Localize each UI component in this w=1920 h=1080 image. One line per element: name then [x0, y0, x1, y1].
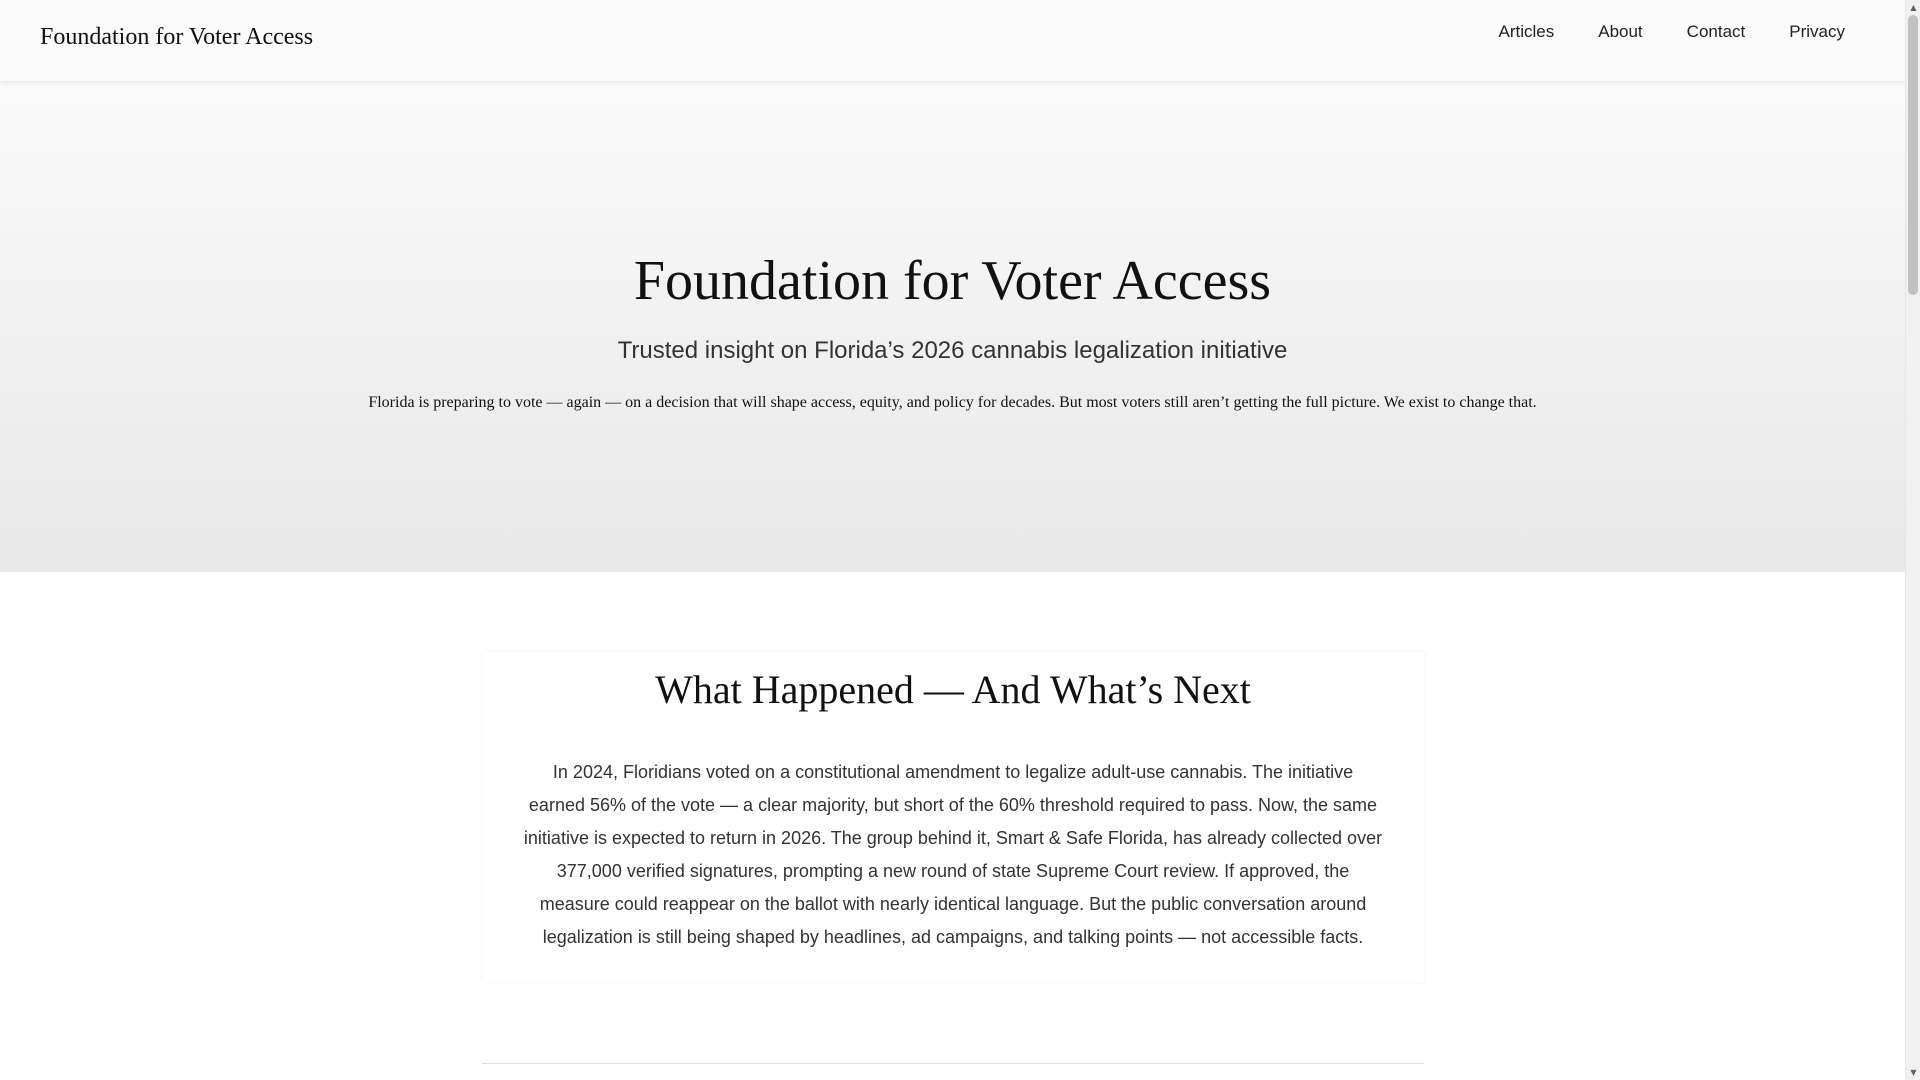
nav-link-contact[interactable]: Contact	[1686, 22, 1746, 41]
scroll-down-arrow-icon[interactable]: ▼	[1910, 1068, 1917, 1077]
nav-link-privacy[interactable]: Privacy	[1789, 22, 1845, 41]
section-title: What Happened — And What’s Next	[655, 667, 1251, 712]
section-body-text: In 2024, Floridians voted on a constitutional amendment to legalize adult-use cannabis. The initiative earned 56% of the vote — a clear majority, but short of the 60% threshold required to pass. Now, the same initiative is expected to return in 2026. The group behind it, Smart & Safe Florida, has already collected over 377,000 verified signatures, prompting a new round of state Supreme Court review. If approved, the measure could reappear on the ballot with nearly identical language. But the public conversation around legalization is still being shaped by headlines, ad campaigns, and talking points — not accessible facts.	[523, 762, 1383, 947]
section-divider	[482, 1063, 1424, 1064]
scrollbar-thumb[interactable]	[1908, 15, 1918, 295]
vertical-scrollbar[interactable]	[1905, 0, 1920, 1080]
hero-section	[0, 81, 1905, 572]
main-nav	[1455, 22, 1846, 42]
nav-link-articles[interactable]: Articles	[1498, 22, 1555, 41]
nav-link-about[interactable]: About	[1598, 22, 1643, 41]
hero-intro-text: Florida is preparing to vote — again — on a decision that will shape access, equity, and policy for decades. But most voters still aren’t getting the full picture. We exist to change that.	[368, 394, 1537, 411]
hero-subtitle: Trusted insight on Florida’s 2026 cannabis legalization initiative	[617, 337, 1288, 364]
scroll-up-arrow-icon[interactable]: ▲	[1910, 3, 1917, 12]
site-brand-link[interactable]: Foundation for Voter Access	[40, 24, 314, 50]
hero-title: Foundation for Voter Access	[633, 250, 1272, 312]
site-header	[0, 0, 1905, 81]
what-happened-section	[482, 652, 1424, 982]
